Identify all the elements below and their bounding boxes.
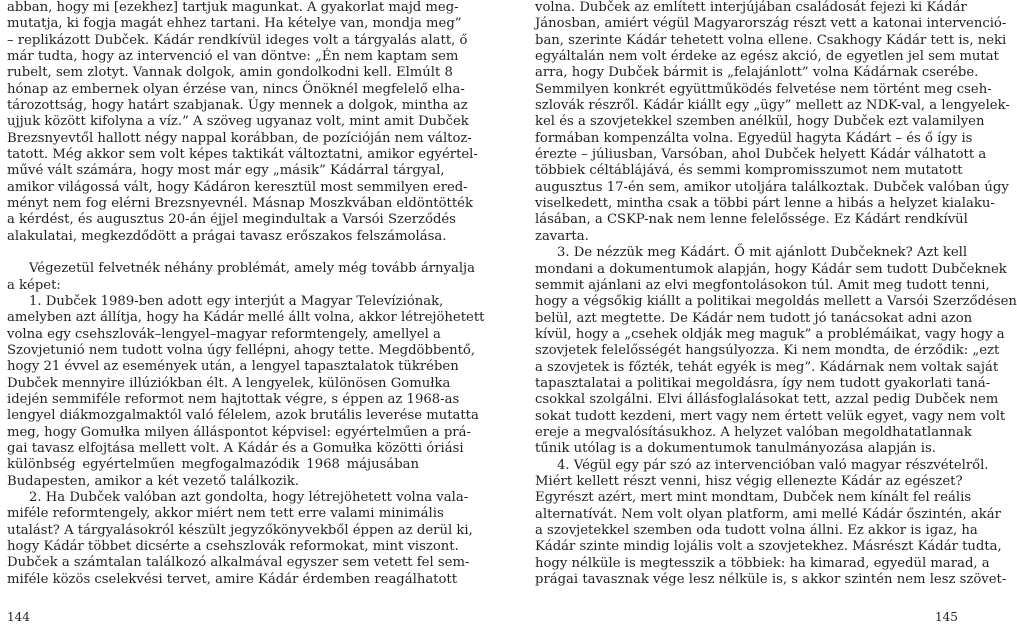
text-line: ban, szerinte Kádár tehetett volna ellene. Csakhogy Kádár tett is, neki <box>535 32 1007 48</box>
text-line: idején semmiféle reformot nem hajtottak végre, s éppen az 1968-as <box>7 391 460 407</box>
paragraph <box>535 457 1007 589</box>
paragraph <box>535 0 1010 245</box>
text-line: csokkal szolgálni. Elvi állásfoglalásokat tett, azzal pedig Dubček nem <box>535 392 999 408</box>
text-line: ményt nem fog elérni Brezsnyevnél. Másnap Moszkvában eldöntötték <box>7 196 473 212</box>
text-line: Végezetül felvetnék néhány problémát, amely még tovább árnyalja <box>29 261 475 277</box>
text-line: miféle reformtengely, akkor miért nem tett erre valami minimális <box>7 506 444 522</box>
text-line: különbség egyértelműen megfogalmazódik 1968 májusában <box>7 457 419 473</box>
paragraph <box>535 245 1017 457</box>
text-line: Budapesten, amikor a két vezető találkozik. <box>7 473 300 489</box>
paragraph <box>7 261 475 294</box>
text-line: a szovjetekkel szemben oda tudott volna állni. Ez akkor is igaz, ha <box>535 523 978 538</box>
text-line: zavarta. <box>535 228 589 244</box>
text-line: volna. Dubček az említett interjújában családosát fejezi ki Kádár <box>535 0 967 15</box>
text-line: gai tavasz elfojtása mellett volt. A Kádár és a Gomułka közötti óriási <box>7 440 464 456</box>
text-line: volna egy csehszlovák–lengyel–magyar reformtengely, amellyel a <box>7 326 441 342</box>
text-line: rubelt, sem zlotyt. Vannak dolgok, amin gondolkodni kell. Elmúlt 8 <box>7 65 453 81</box>
paragraph <box>7 293 485 490</box>
text-line: amikor világossá vált, hogy Kádáron keresztül most semmilyen ered- <box>7 179 468 195</box>
text-line: alternatívát. Nem volt olyan platform, ami mellé Kádár őszintén, akár <box>535 506 1001 522</box>
left-page-text <box>7 0 485 588</box>
text-line: szovjetek felelősségét hangsúlyozza. Ki nem mondta, de érződik: „ezt <box>535 343 1000 359</box>
text-line: hogy 21 évvel az események után, a lengyel tapasztalatok tükrében <box>7 359 459 375</box>
text-line: Miért kellett részt venni, hisz végig ellenezte Kádár az egészet? <box>535 473 963 489</box>
text-line: sokat tudott kezdeni, mert vagy nem értett velük egyet, vagy nem volt <box>535 408 1006 424</box>
text-line: már tudta, hogy az intervenció el van döntve: „Én nem kaptam sem <box>7 49 459 65</box>
text-line: arra, hogy Dubček bármit is „felajánlott” volna Kádárnak cserébe. <box>535 65 979 81</box>
text-line: Brezsnyevtől hallott négy nappal korábban, de pozícióján nem változ- <box>7 130 472 146</box>
text-line: művé vált számára, hogy most már egy „másik” Kádárral tárgyal, <box>7 163 445 179</box>
text-line: Semmilyen konkrét együttműködés felvetése nem történt meg cseh- <box>535 81 992 97</box>
text-line: tározottság, hogy határt szabjanak. Úgy mennek a dolgok, mintha az <box>7 98 468 114</box>
text-line: hónap az embernek olyan érzése van, nincs Önöknél megfelelő elha- <box>7 81 465 97</box>
text-line: tapasztalatai a politikai megoldásra, így nem tudott gyakorlati taná- <box>535 375 991 391</box>
text-line: hogy nélküle is megtesszik a többiek: ha kimarad, egyedül marad, a <box>535 555 990 571</box>
text-line: 4. Végül egy pár szó az intervencióban való magyar részvételről. <box>557 457 989 473</box>
left-page-number: 144 <box>7 610 30 624</box>
text-line: viselkedett, mintha csak a többi párt lenne a hibás a helyzet kialaku- <box>535 196 995 212</box>
text-line: 3. De nézzük meg Kádárt. Ő mit ajánlott Dubčeknek? Azt kell <box>557 245 968 261</box>
text-line: miféle közös cselekvési tervet, amire Kádár érdemben reagálhatott <box>7 571 458 587</box>
text-line: Egyrészt azért, mert mint mondtam, Dubček nem kínált fel reális <box>535 490 972 506</box>
text-line: többiek céltáblájává, és semmi kompromisszumot nem mutatott <box>535 163 963 179</box>
text-line: lásában, a CSKP-nak nem lenne felelőssége. Ez Kádárt rendkívül <box>535 212 968 228</box>
text-line: 1. Dubček 1989-ben adott egy interjút a Magyar Televíziónak, <box>29 293 444 309</box>
text-line: – replikázott Dubček. Kádár rendkívül ideges volt a tárgyalás alatt, ő <box>7 32 468 48</box>
text-line: Kádár szinte mindig lojális volt a szovjetekhez. Másrészt Kádár tudta, <box>535 539 1002 555</box>
text-line: a kérdést, és augusztus 20-án éjjel megindultak a Varsói Szerződés <box>7 212 456 228</box>
paragraph <box>7 489 473 588</box>
text-line: utalást? A tárgyalásokról készült jegyzőkönyvekből éppen az derül ki, <box>7 522 473 538</box>
text-line: szlovák részről. Kádár kiállt egy „ügy” mellett az NDK-val, a lengyelek- <box>535 98 1010 114</box>
text-line: a képet: <box>7 277 61 293</box>
text-line: 2. Ha Dubček valóban azt gondolta, hogy létrejöhetett volna vala- <box>29 489 469 505</box>
text-line: mondani a dokumentumok alapján, hogy Kádár sem tudott Dubčeknek <box>535 261 1007 277</box>
text-line: prágai tavasznak vége lesz nélküle is, s akkor szintén nem lesz szövet- <box>535 572 1007 588</box>
text-line: augusztus 17-én sem, amikor utoljára találkoztak. Dubček valóban úgy <box>535 179 1009 195</box>
text-line: meg, hogy Gomułka milyen álláspontot képvisel: egyértelműen a prá- <box>7 424 471 440</box>
text-line: kel és a szovjetekkel szemben anélkül, hogy Dubček ezt valamilyen <box>535 114 985 130</box>
text-line: Dubček mennyire illúziókban élt. A lengyelek, különösen Gomułka <box>7 375 451 391</box>
text-line: a szovjetek is főzték, tehát egyék is meg”. Kádárnak nem voltak saját <box>535 359 999 375</box>
text-line: ujjuk között kifolyna a víz.” A szöveg ugyanaz volt, mint amit Dubček <box>7 114 469 130</box>
text-line: Jánosban, amiért végül Magyarország részt vett a katonai intervenció- <box>535 16 1007 32</box>
text-line: semmit ajánlani az elvi megfontolásokon túl. Amit meg tudott tenni, <box>535 277 990 293</box>
paragraph <box>7 0 478 245</box>
text-line: tatott. Még akkor sem volt képes taktikát változtatni, amikor egyértel- <box>7 147 478 163</box>
text-line: hogy a végsőkig kiállt a politikai megoldás mellett a Varsói Szerződésen <box>535 294 1017 310</box>
text-line: mutatja, ki fogja magát ehhez tartani. Ha kételye van, mondja meg” <box>7 16 462 32</box>
text-line: belül, azt megtette. De Kádár nem tudott jó tanácsokat adni azon <box>535 310 973 326</box>
text-line: kívül, hogy a „csehek oldják meg maguk” a problémáikat, vagy hogy a <box>535 326 1005 342</box>
text-line: abban, hogy mi [ezekhez] tartjuk magunkat. A gyakorlat majd meg- <box>7 0 459 15</box>
text-line: ereje a megvalósításukhoz. A helyzet valóban megoldhatatlannak <box>535 424 972 440</box>
text-line: formában kompenzálta volna. Egyedül hagyta Kádárt – és ő így is <box>535 130 973 146</box>
text-line: Szovjetunió nem tudott volna úgy fellépni, ahogy tette. Megdöbbentő, <box>7 342 476 358</box>
text-line: érezte – júliusban, Varsóban, ahol Dubček helyett Kádár válhatott a <box>535 147 987 163</box>
text-line: egyáltalán nem volt érdeke az egész akció, de egyetlen jel sem mutat <box>535 49 999 65</box>
text-line: amelyben azt állítja, hogy ha Kádár mellé állt volna, akkor létrejöhetett <box>7 310 485 326</box>
right-page-text <box>535 0 1017 588</box>
text-line: alakulatai, megkezdődött a prágai tavasz erőszakos felszámolása. <box>7 228 447 244</box>
text-line: Dubček a számtalan találkozó alkalmával egyszer sem vetett fel sem- <box>7 555 470 571</box>
right-page-number: 145 <box>935 610 958 624</box>
text-line: tűnik utólag is a dokumentumok tanulmányozása alapján is. <box>535 441 936 457</box>
text-line: lengyel diákmozgalmaktól való félelem, azok brutális leverése mutatta <box>7 408 479 424</box>
text-line: hogy Kádár többet dicsérte a csehszlovák reformokat, mint viszont. <box>7 539 459 554</box>
